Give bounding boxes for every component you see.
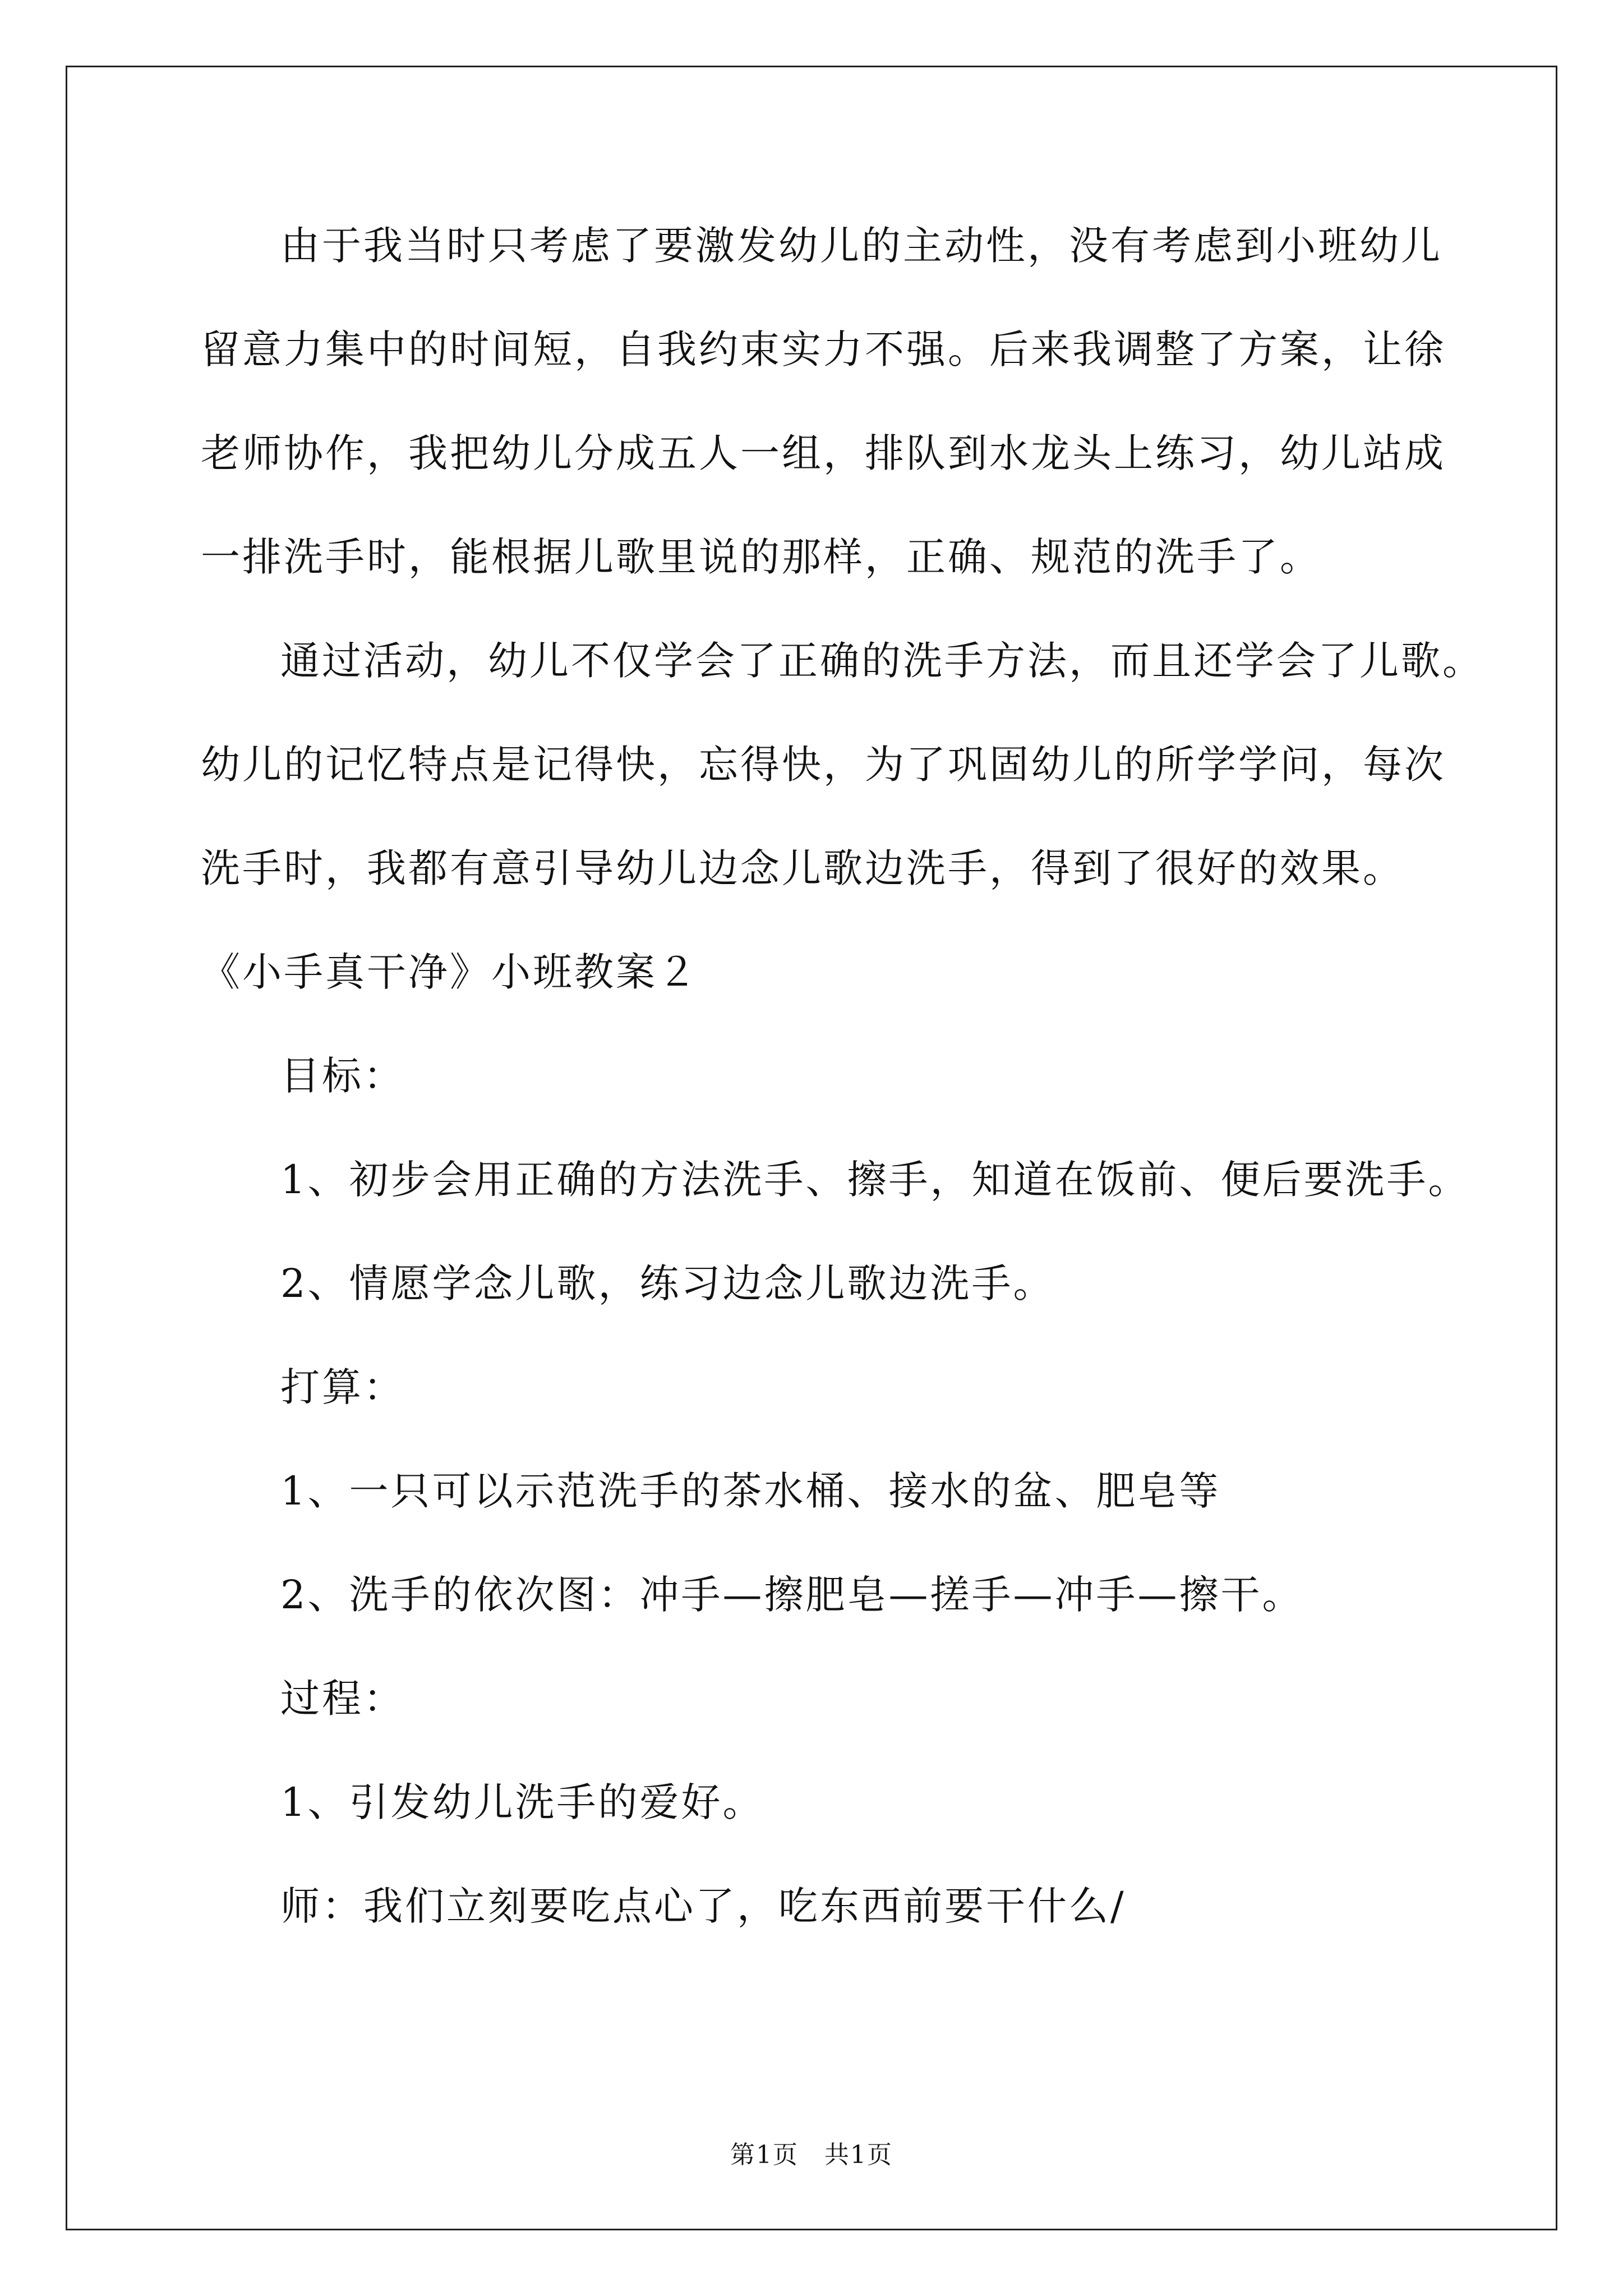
page-footer: 第1页 共1页	[730, 2141, 893, 2169]
heading-goals: 目标：	[280, 1053, 405, 1099]
paragraph-line: 洗手时，我都有意引导幼儿边念儿歌边洗手，得到了很好的效果。	[201, 845, 1404, 891]
paragraph-line: 老师协作，我把幼儿分成五人一组，排队到水龙头上练习，幼儿站成	[201, 430, 1446, 476]
paragraph-line: 一排洗手时，能根据儿歌里说的那样，正确、规范的洗手了。	[201, 534, 1321, 580]
list-item: 2、洗手的依次图：冲手—擦肥皂—搓手—冲手—擦干。	[280, 1572, 1304, 1618]
list-item: 1、初步会用正确的方法洗手、擦手，知道在饭前、便后要洗手。	[280, 1157, 1470, 1203]
paragraph-line: 幼儿的记忆特点是记得快，忘得快，为了巩固幼儿的所学学问，每次	[201, 742, 1446, 788]
heading-preparation: 打算：	[280, 1364, 405, 1410]
list-item: 1、一只可以示范洗手的茶水桶、接水的盆、肥皂等	[280, 1468, 1221, 1514]
paragraph-line: 通过活动，幼儿不仅学会了正确的洗手方法，而且还学会了儿歌。	[280, 638, 1484, 684]
paragraph-line: 留意力集中的时间短，自我约束实力不强。后来我调整了方案，让徐	[201, 326, 1446, 372]
paragraph-line: 由于我当时只考虑了要激发幼儿的主动性，没有考虑到小班幼儿	[280, 223, 1442, 269]
section-title: 《小手真干净》小班教案２	[201, 949, 699, 995]
list-item: 1、引发幼儿洗手的爱好。	[280, 1779, 764, 1825]
paragraph-line: 师：我们立刻要吃点心了，吃东西前要干什么/	[280, 1883, 1126, 1929]
list-item: 2、情愿学念儿歌，练习边念儿歌边洗手。	[280, 1260, 1055, 1306]
heading-process: 过程：	[280, 1676, 405, 1722]
